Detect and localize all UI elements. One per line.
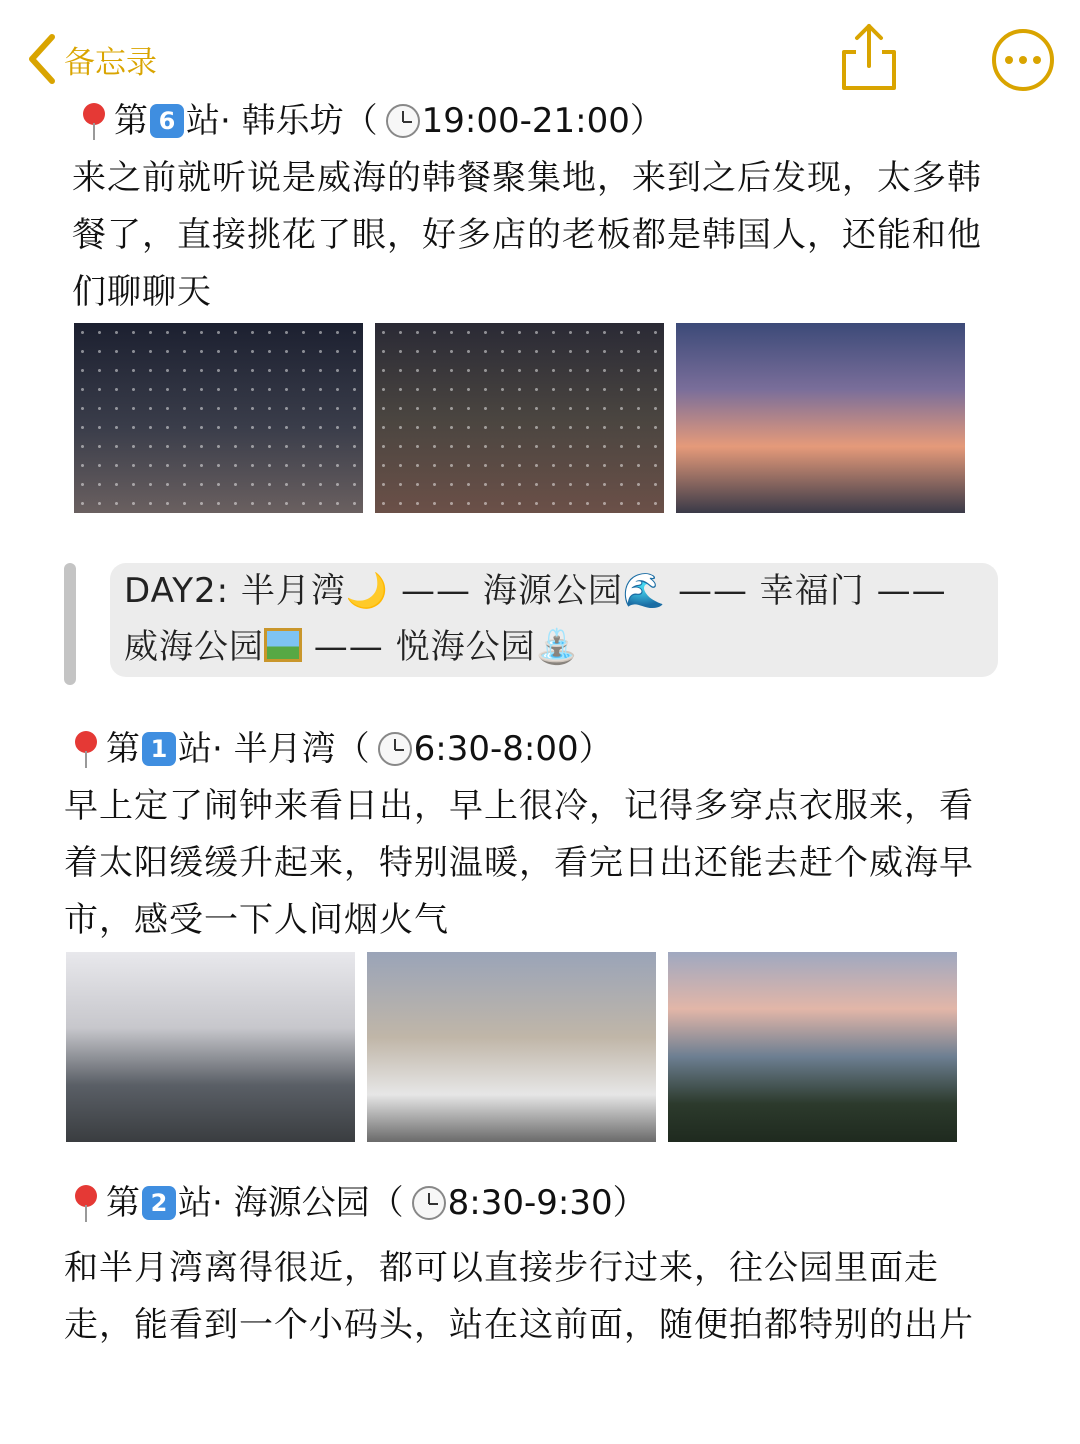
chevron-left-icon (24, 31, 58, 87)
station-number-badge: 6 (150, 104, 184, 138)
station-description: 早上定了闹钟来看日出，早上很冷，记得多穿点衣服来，看着太阳缓缓升起来，特别温暖，看完日出还能去赶个威海早市，感受一下人间烟火气 (64, 786, 974, 940)
navigation-bar (0, 0, 1080, 110)
station-time: 19:00-21:00） (421, 101, 664, 141)
itinerary-text: DAY2: 半月湾🌙 —— 海源公园🌊 —— 幸福门 —— 威海公园 —— 悦海公园⛲ (110, 563, 998, 677)
itinerary-quote (64, 563, 998, 685)
clock-icon (412, 1186, 446, 1220)
station-time: 6:30-8:00） (413, 729, 613, 769)
clock-icon (378, 732, 412, 766)
photo-snowy-street[interactable] (74, 323, 363, 513)
photo-bear-statue[interactable] (375, 323, 664, 513)
more-icon (1005, 56, 1013, 64)
round-pushpin-icon (72, 729, 102, 769)
quote-bar (64, 563, 76, 685)
photo-row (66, 952, 957, 1142)
station-name: 站· 海源公园（ (178, 1183, 404, 1223)
station-number-badge: 2 (142, 1186, 176, 1220)
station-description: 来之前就听说是威海的韩餐聚集地，来到之后发现，太多韩餐了，直接挑花了眼，好多店的老板都是韩国人，还能和他们聊聊天 (72, 158, 982, 312)
photo-snowy-town[interactable] (367, 952, 656, 1142)
photo-row (74, 323, 965, 513)
station-prefix: 第 (114, 101, 148, 141)
share-icon (840, 22, 898, 92)
round-pushpin-icon (80, 101, 110, 141)
more-button[interactable] (992, 29, 1054, 91)
fountain-icon: ⛲ (535, 627, 579, 667)
station-heading (72, 724, 613, 774)
share-button[interactable] (840, 22, 898, 92)
station-prefix: 第 (106, 729, 140, 769)
framed-picture-icon (264, 628, 302, 662)
station-name: 站· 半月湾（ (178, 729, 370, 769)
round-pushpin-icon (72, 1183, 102, 1223)
photo-sea-sunrise[interactable] (668, 952, 957, 1142)
wave-icon: 🌊 (622, 571, 667, 611)
back-label: 备忘录 (64, 44, 157, 81)
station-heading (80, 96, 664, 146)
back-button[interactable] (24, 30, 157, 88)
station-heading (72, 1178, 647, 1228)
station-description: 和半月湾离得很近，都可以直接步行过来，往公园里面走走，能看到一个小码头，站在这前面，随便拍都特别的出片 (64, 1248, 974, 1345)
station-name: 站· 韩乐坊（ (186, 101, 378, 141)
station-number-badge: 1 (142, 732, 176, 766)
photo-sunset-street[interactable] (676, 323, 965, 513)
station-prefix: 第 (106, 1183, 140, 1223)
photo-snowy-coast[interactable] (66, 952, 355, 1142)
clock-icon (386, 104, 420, 138)
station-time: 8:30-9:30） (447, 1183, 647, 1223)
crescent-moon-icon: 🌙 (345, 571, 390, 611)
